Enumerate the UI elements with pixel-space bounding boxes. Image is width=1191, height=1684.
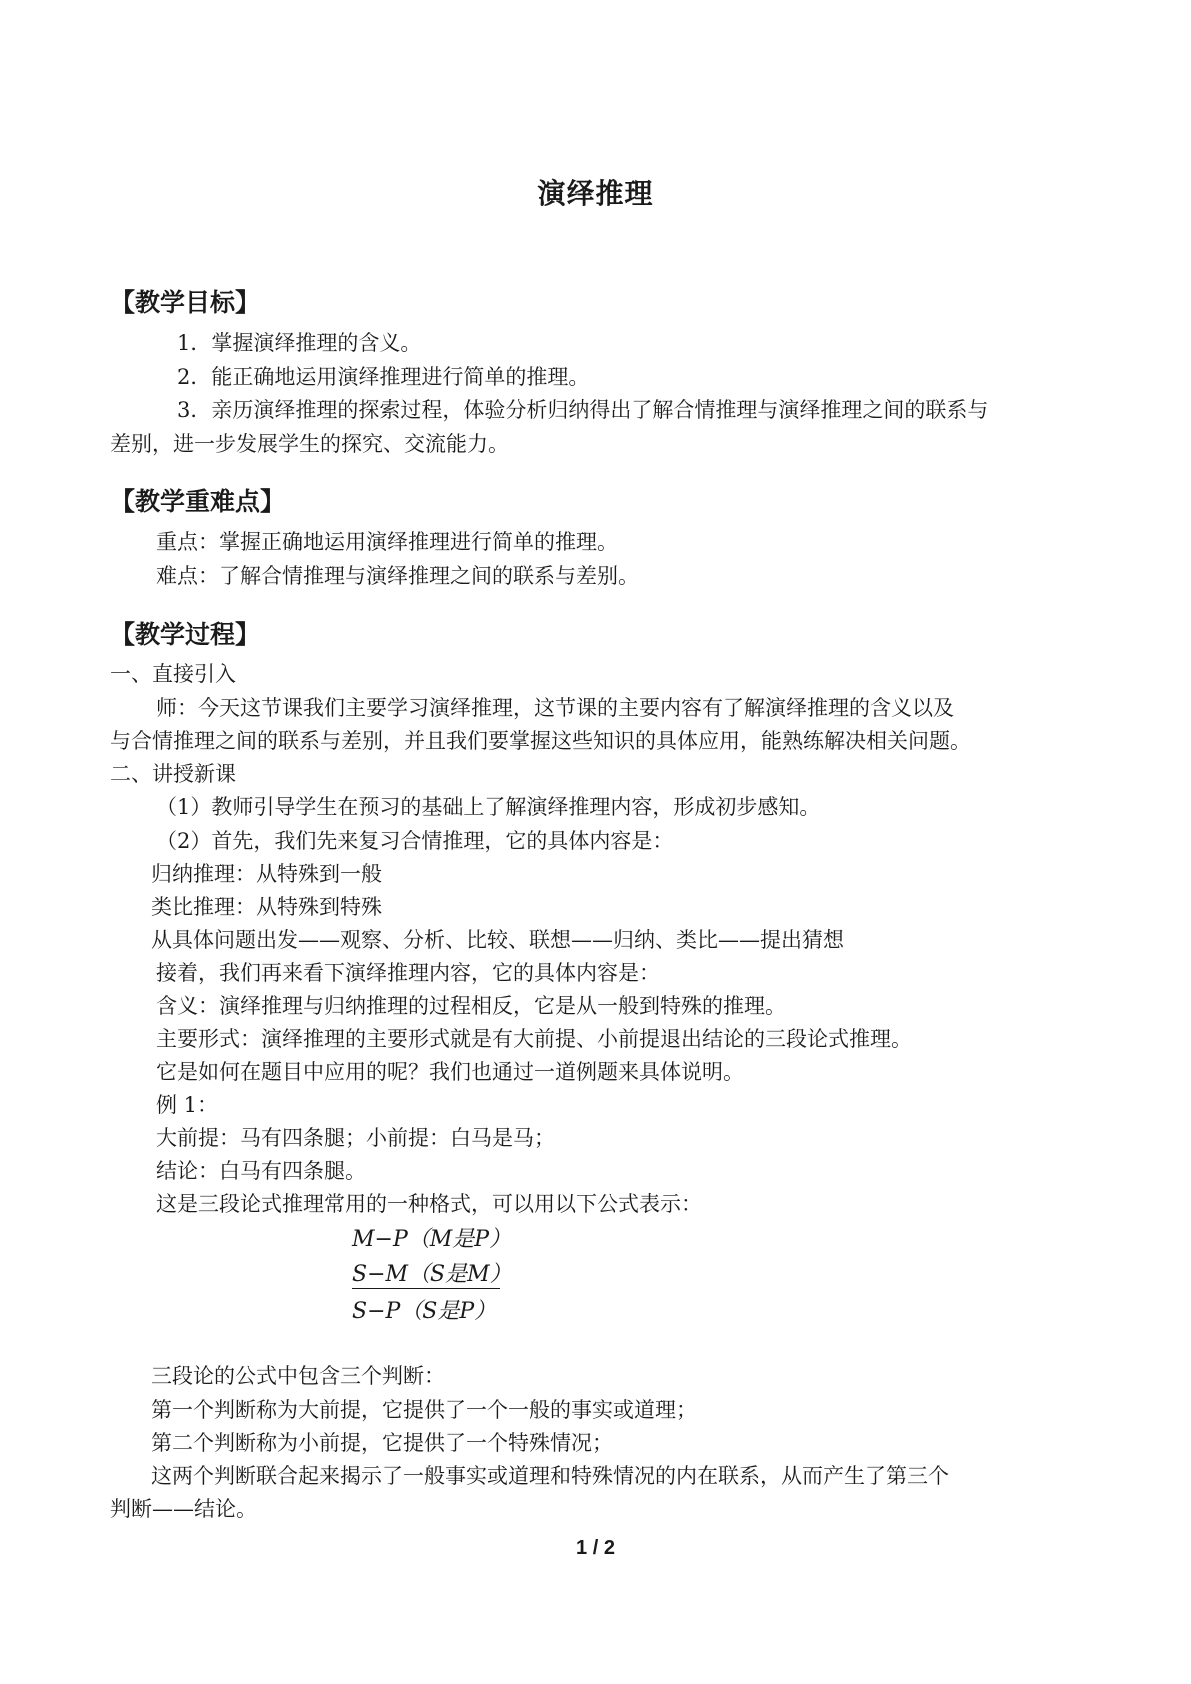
process-line: 这是三段论式推理常用的一种格式，可以用以下公式表示： — [156, 1192, 702, 1216]
heading-objectives: 【教学目标】 — [110, 288, 261, 317]
process-line: 接着，我们再来看下演绎推理内容，它的具体内容是： — [156, 961, 660, 985]
explanation-line: 这两个判断联合起来揭示了一般事实或道理和特殊情况的内在联系，从而产生了第三个 — [151, 1464, 949, 1488]
process-line: 它是如何在题目中应用的呢？我们也通过一道例题来具体说明。 — [156, 1060, 744, 1084]
formula-divider — [352, 1288, 500, 1289]
explanation-line: 判断——结论。 — [110, 1497, 257, 1521]
process-line: 类比推理：从特殊到特殊 — [151, 895, 382, 919]
process-line: 与合情推理之间的联系与差别，并且我们要掌握这些知识的具体应用，能熟练解决相关问题。 — [110, 729, 971, 753]
formula-minor-premise: S−M（S是M） — [352, 1262, 512, 1287]
document-title: 演绎推理 — [537, 177, 654, 210]
explanation-line: 第一个判断称为大前提，它提供了一个一般的事实或道理； — [151, 1398, 697, 1422]
process-line: 结论：白马有四条腿。 — [156, 1159, 366, 1183]
process-line: 从具体问题出发——观察、分析、比较、联想——归纳、类比——提出猜想 — [151, 928, 844, 952]
page-number: 1 / 2 — [576, 1537, 615, 1559]
process-line: 一、直接引入 — [110, 662, 236, 686]
heading-process: 【教学过程】 — [110, 620, 261, 649]
process-line: 二、讲授新课 — [110, 762, 236, 786]
process-line: （2）首先，我们先来复习合情推理，它的具体内容是： — [156, 829, 674, 853]
objective-line: 1．掌握演绎推理的含义。 — [177, 331, 422, 355]
formula-conclusion: S−P（S是P） — [352, 1299, 497, 1324]
explanation-line: 三段论的公式中包含三个判断： — [151, 1364, 445, 1388]
heading-keypoints: 【教学重难点】 — [110, 487, 286, 516]
process-line: 例 1： — [156, 1093, 219, 1117]
objective-line: 3．亲历演绎推理的探索过程，体验分析归纳得出了解合情推理与演绎推理之间的联系与 — [177, 398, 989, 422]
process-line: 主要形式：演绎推理的主要形式就是有大前提、小前提退出结论的三段论式推理。 — [156, 1027, 912, 1051]
process-line: 归纳推理：从特殊到一般 — [151, 862, 382, 886]
explanation-line: 第二个判断称为小前提，它提供了一个特殊情况； — [151, 1431, 613, 1455]
objective-line: 2．能正确地运用演绎推理进行简单的推理。 — [177, 365, 590, 389]
formula-major-premise: M−P（M是P） — [352, 1227, 512, 1252]
process-line: 大前提：马有四条腿；小前提：白马是马； — [156, 1126, 555, 1150]
objective-line: 差别，进一步发展学生的探究、交流能力。 — [110, 432, 509, 456]
keypoint-line: 难点：了解合情推理与演绎推理之间的联系与差别。 — [156, 564, 639, 588]
process-line: 师：今天这节课我们主要学习演绎推理，这节课的主要内容有了解演绎推理的含义以及 — [156, 696, 954, 720]
process-line: 含义：演绎推理与归纳推理的过程相反，它是从一般到特殊的推理。 — [156, 994, 786, 1018]
process-line: （1）教师引导学生在预习的基础上了解演绎推理内容，形成初步感知。 — [156, 795, 821, 819]
keypoint-line: 重点：掌握正确地运用演绎推理进行简单的推理。 — [156, 530, 618, 554]
